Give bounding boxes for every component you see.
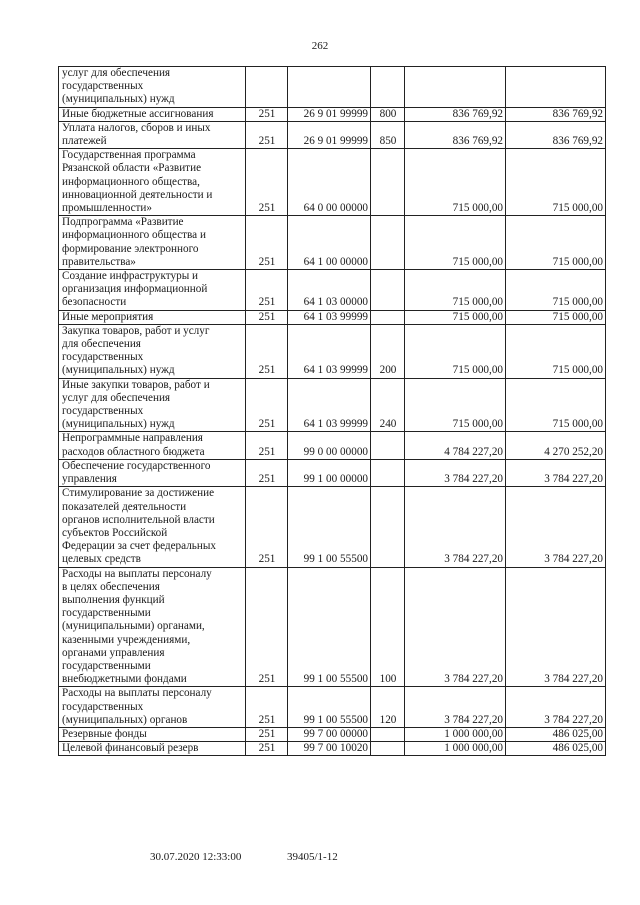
- budget-table-body: [59, 67, 606, 756]
- table-row: [59, 487, 606, 567]
- table-row: [59, 310, 606, 324]
- table-row: [59, 432, 606, 459]
- row-amount-1-cell: 1 000 000,00: [405, 742, 506, 756]
- row-expense-type-cell: [371, 742, 405, 756]
- row-name-cell: Государственная программа Рязанской области «Развитие информационного общества, инновационной деятельности и промышленности»: [59, 149, 246, 216]
- row-expense-type-cell: 240: [371, 378, 405, 432]
- row-amount-1-cell: 1 000 000,00: [405, 727, 506, 741]
- row-amount-1-cell: 4 784 227,20: [405, 432, 506, 459]
- row-name-cell: Целевой финансовый резерв: [59, 742, 246, 756]
- row-expense-type-cell: [371, 67, 405, 108]
- row-name-cell: Создание инфраструктуры и организация информационной безопасности: [59, 270, 246, 311]
- row-article-cell: 64 1 03 99999: [288, 324, 371, 378]
- row-amount-2-cell: 715 000,00: [506, 270, 606, 311]
- row-article-cell: 99 1 00 55500: [288, 567, 371, 687]
- row-expense-type-cell: [371, 487, 405, 567]
- row-name-cell: Иные закупки товаров, работ и услуг для обеспечения государственных (муниципальных) нужд: [59, 378, 246, 432]
- table-row: [59, 378, 606, 432]
- row-code-cell: 251: [246, 216, 288, 270]
- row-code-cell: 251: [246, 487, 288, 567]
- row-code-cell: 251: [246, 432, 288, 459]
- table-row: [59, 324, 606, 378]
- row-code-cell: 251: [246, 149, 288, 216]
- row-amount-2-cell: 715 000,00: [506, 310, 606, 324]
- table-row: [59, 727, 606, 741]
- table-row: [59, 216, 606, 270]
- table-row: [59, 567, 606, 687]
- row-code-cell: [246, 67, 288, 108]
- row-amount-2-cell: 3 784 227,20: [506, 459, 606, 486]
- row-article-cell: 26 9 01 99999: [288, 121, 371, 148]
- row-expense-type-cell: [371, 216, 405, 270]
- row-amount-1-cell: [405, 67, 506, 108]
- row-code-cell: 251: [246, 270, 288, 311]
- row-code-cell: 251: [246, 742, 288, 756]
- row-code-cell: 251: [246, 727, 288, 741]
- row-name-cell: Непрограммные направления расходов областного бюджета: [59, 432, 246, 459]
- row-name-cell: услуг для обеспечения государственных (муниципальных) нужд: [59, 67, 246, 108]
- row-code-cell: 251: [246, 310, 288, 324]
- row-amount-2-cell: 486 025,00: [506, 727, 606, 741]
- row-expense-type-cell: [371, 459, 405, 486]
- row-name-cell: Расходы на выплаты персоналу государственных (муниципальных) органов: [59, 687, 246, 728]
- row-code-cell: 251: [246, 324, 288, 378]
- row-code-cell: 251: [246, 687, 288, 728]
- row-name-cell: Иные бюджетные ассигнования: [59, 107, 246, 121]
- row-article-cell: 99 1 00 00000: [288, 459, 371, 486]
- row-amount-2-cell: 715 000,00: [506, 378, 606, 432]
- row-amount-2-cell: 836 769,92: [506, 107, 606, 121]
- row-amount-1-cell: 836 769,92: [405, 121, 506, 148]
- table-row: [59, 149, 606, 216]
- budget-table: [58, 66, 606, 756]
- row-amount-2-cell: 715 000,00: [506, 149, 606, 216]
- table-row: [59, 67, 606, 108]
- row-expense-type-cell: [371, 727, 405, 741]
- page-number: 262: [311, 40, 329, 52]
- row-name-cell: Иные мероприятия: [59, 310, 246, 324]
- row-article-cell: 99 7 00 10020: [288, 742, 371, 756]
- row-amount-2-cell: 486 025,00: [506, 742, 606, 756]
- row-expense-type-cell: 850: [371, 121, 405, 148]
- row-amount-2-cell: 715 000,00: [506, 324, 606, 378]
- row-article-cell: 64 1 03 00000: [288, 270, 371, 311]
- row-amount-1-cell: 3 784 227,20: [405, 567, 506, 687]
- row-code-cell: 251: [246, 107, 288, 121]
- row-amount-2-cell: 4 270 252,20: [506, 432, 606, 459]
- row-article-cell: 99 7 00 00000: [288, 727, 371, 741]
- row-name-cell: Расходы на выплаты персоналу в целях обеспечения выполнения функций государственными (муниципальными) органами, казенными учреждениями, органами управления государственными внебюджетными фондами: [59, 567, 246, 687]
- row-amount-1-cell: 836 769,92: [405, 107, 506, 121]
- row-expense-type-cell: 800: [371, 107, 405, 121]
- row-article-cell: 64 0 00 00000: [288, 149, 371, 216]
- row-article-cell: 99 0 00 00000: [288, 432, 371, 459]
- row-article-cell: 26 9 01 99999: [288, 107, 371, 121]
- row-amount-2-cell: [506, 67, 606, 108]
- table-row: [59, 121, 606, 148]
- row-code-cell: 251: [246, 459, 288, 486]
- row-expense-type-cell: [371, 270, 405, 311]
- row-amount-1-cell: 715 000,00: [405, 378, 506, 432]
- table-row: [59, 742, 606, 756]
- row-amount-1-cell: 715 000,00: [405, 149, 506, 216]
- table-row: [59, 107, 606, 121]
- row-name-cell: Уплата налогов, сборов и иных платежей: [59, 121, 246, 148]
- row-amount-1-cell: 3 784 227,20: [405, 687, 506, 728]
- row-article-cell: 64 1 00 00000: [288, 216, 371, 270]
- row-code-cell: 251: [246, 121, 288, 148]
- row-expense-type-cell: 100: [371, 567, 405, 687]
- row-name-cell: Обеспечение государственного управления: [59, 459, 246, 486]
- row-code-cell: 251: [246, 378, 288, 432]
- row-name-cell: Резервные фонды: [59, 727, 246, 741]
- row-name-cell: Стимулирование за достижение показателей деятельности органов исполнительной власти субъектов Российской Федерации за счет федеральных целевых средств: [59, 487, 246, 567]
- row-expense-type-cell: 200: [371, 324, 405, 378]
- row-amount-1-cell: 715 000,00: [405, 310, 506, 324]
- row-amount-2-cell: 836 769,92: [506, 121, 606, 148]
- row-article-cell: [288, 67, 371, 108]
- row-amount-1-cell: 715 000,00: [405, 324, 506, 378]
- row-name-cell: Подпрограмма «Развитие информационного общества и формирование электронного правительства»: [59, 216, 246, 270]
- table-row: [59, 270, 606, 311]
- row-amount-2-cell: 3 784 227,20: [506, 487, 606, 567]
- row-amount-1-cell: 3 784 227,20: [405, 487, 506, 567]
- footer-document-code: 39405/1-12: [287, 851, 338, 863]
- row-amount-1-cell: 3 784 227,20: [405, 459, 506, 486]
- row-amount-2-cell: 3 784 227,20: [506, 567, 606, 687]
- row-name-cell: Закупка товаров, работ и услуг для обеспечения государственных (муниципальных) нужд: [59, 324, 246, 378]
- row-amount-2-cell: 3 784 227,20: [506, 687, 606, 728]
- row-expense-type-cell: 120: [371, 687, 405, 728]
- row-expense-type-cell: [371, 310, 405, 324]
- row-article-cell: 99 1 00 55500: [288, 687, 371, 728]
- footer-datetime: 30.07.2020 12:33:00: [150, 851, 242, 863]
- table-row: [59, 687, 606, 728]
- row-article-cell: 64 1 03 99999: [288, 378, 371, 432]
- table-row: [59, 459, 606, 486]
- row-article-cell: 99 1 00 55500: [288, 487, 371, 567]
- row-amount-1-cell: 715 000,00: [405, 216, 506, 270]
- row-article-cell: 64 1 03 99999: [288, 310, 371, 324]
- row-amount-1-cell: 715 000,00: [405, 270, 506, 311]
- row-expense-type-cell: [371, 149, 405, 216]
- row-amount-2-cell: 715 000,00: [506, 216, 606, 270]
- row-code-cell: 251: [246, 567, 288, 687]
- row-expense-type-cell: [371, 432, 405, 459]
